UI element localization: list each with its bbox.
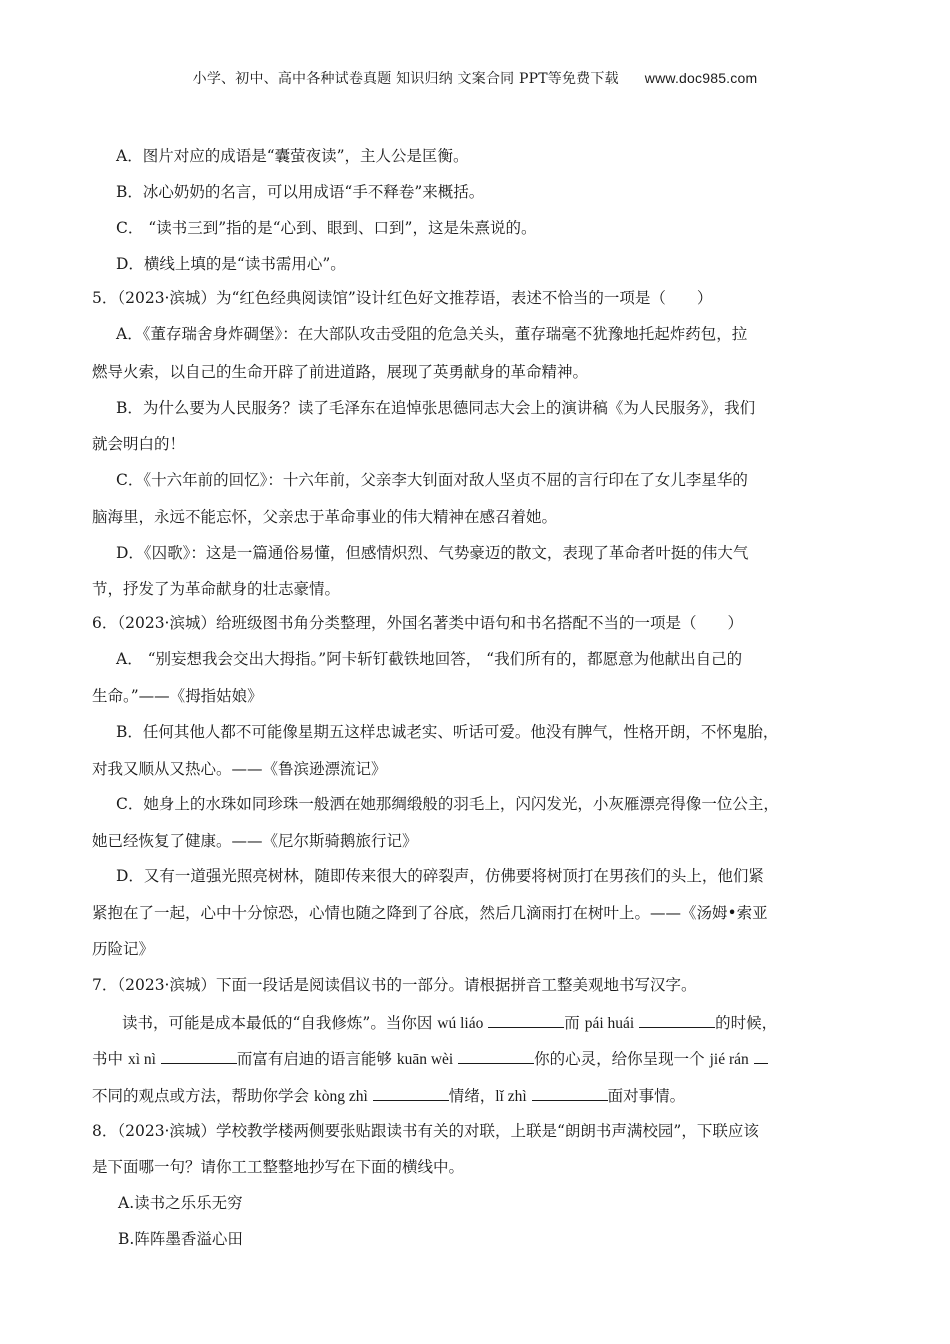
q7-stem: 7．（2023·滨城）下面一段话是阅读倡议书的一部分。请根据拼音工整美观地书写汉字。 <box>92 976 697 994</box>
q7-paragraph-line3 <box>92 1085 685 1107</box>
q7-text-2a: 书中 <box>92 1050 128 1068</box>
q7-pinyin-5: jié rán <box>709 1051 749 1068</box>
q6-option-c-line1: C．她身上的水珠如同珍珠一般洒在她那绸缎般的羽毛上，闪闪发光，小灰雁漂亮得像一位公主， <box>116 795 779 813</box>
q6-option-d-line2: 紧抱在了一起，心中十分惊恐，心情也随之降到了谷底，然后几滴雨打在树叶上。——《汤姆•索亚 <box>92 904 768 922</box>
q7-paragraph-line2 <box>92 1048 768 1070</box>
q7-text-2c: 你的心灵，给你呈现一个 <box>534 1050 710 1068</box>
header-site[interactable]: www.doc985.com <box>644 70 758 86</box>
q8-option-b: B.阵阵墨香溢心田 <box>118 1230 243 1248</box>
q6-option-a-line1: A． “别妄想我会交出大拇指。”阿卡斩钉截铁地回答， “我们所有的，都愿意为他献出自己的 <box>116 650 743 668</box>
q5-option-d-line1: D．《囚歌》：这是一篇通俗易懂，但感情炽烈、气势豪迈的散文，表现了革命者叶挺的伟大气 <box>116 544 749 562</box>
q7-blank-1[interactable] <box>488 1012 564 1028</box>
q5-option-d-line2: 节，抒发了为革命献身的壮志豪情。 <box>92 580 341 598</box>
q8-stem-line1: 8．（2023·滨城）学校教学楼两侧要张贴跟读书有关的对联，上联是“朗朗书声满校园”，下联应该 <box>92 1122 759 1140</box>
q4-option-d: D．横线上填的是“读书需用心”。 <box>116 255 346 273</box>
q7-pinyin-3: xì nì <box>127 1051 156 1068</box>
q7-blank-6[interactable] <box>373 1085 449 1101</box>
q6-option-d-line1: D．又有一道强光照亮树林，随即传来很大的碎裂声，仿佛要将树顶打在男孩们的头上，他们紧 <box>116 867 764 885</box>
q7-text-1b: 而 <box>564 1014 585 1032</box>
q7-blank-3[interactable] <box>161 1048 237 1064</box>
q7-pinyin-7: lǐ zhì <box>495 1088 527 1105</box>
q6-option-b-line2: 对我又顺从又热心。——《鲁滨逊漂流记》 <box>92 760 387 778</box>
q6-option-c-line2: 她已经恢复了健康。——《尼尔斯骑鹅旅行记》 <box>92 832 418 850</box>
q7-blank-5[interactable] <box>754 1048 768 1064</box>
page-header <box>0 68 950 88</box>
q4-option-c: C． “读书三到”指的是“心到、眼到、口到”，这是朱熹说的。 <box>116 219 537 237</box>
q7-pinyin-6: kòng zhì <box>313 1088 368 1105</box>
q5-option-c-line1: C．《十六年前的回忆》：十六年前，父亲李大钊面对敌人坚贞不屈的言行印在了女儿李星华的 <box>116 471 748 489</box>
header-text: 小学、初中、高中各种试卷真题 知识归纳 文案合同 PPT等免费下载 <box>192 71 619 87</box>
q7-text-1a: 读书，可能是成本最低的“自我修炼”。当你因 <box>122 1014 438 1032</box>
q5-stem: 5．（2023·滨城）为“红色经典阅读馆”设计红色好文推荐语，表述不恰当的一项是（ ） <box>92 289 713 307</box>
q7-paragraph-line1 <box>122 1012 777 1034</box>
q6-stem: 6．（2023·滨城）给班级图书角分类整理，外国名著类中语句和书名搭配不当的一项是（ ） <box>92 614 743 632</box>
q5-option-b-line1: B．为什么要为人民服务？读了毛泽东在追悼张思德同志大会上的演讲稿《为人民服务》，我们 <box>116 399 756 417</box>
q6-option-a-line2: 生命。”——《拇指姑娘》 <box>92 687 263 705</box>
q7-blank-4[interactable] <box>458 1048 534 1064</box>
q7-text-2b: 而富有启迪的语言能够 <box>236 1050 397 1068</box>
q5-option-a-text: A．《董存瑞舍身炸碉堡》：在大部队攻击受阻的危急关头，董存瑞毫不犹豫地托起炸药包，拉 <box>116 325 748 343</box>
q7-text-3c: 面对事情。 <box>607 1087 686 1105</box>
q7-blank-7[interactable] <box>532 1085 608 1101</box>
q8-option-a: A.读书之乐乐无穷 <box>118 1194 243 1212</box>
q5-option-b-line2: 就会明白的！ <box>92 435 186 453</box>
q5-option-c-line2: 脑海里，永远不能忘怀，父亲忠于革命事业的伟大精神在感召着她。 <box>92 508 558 526</box>
q5-option-a-line2: 燃导火索，以自己的生命开辟了前进道路，展现了英勇献身的革命精神。 <box>92 363 589 381</box>
q7-pinyin-4: kuān wèi <box>396 1051 454 1068</box>
q7-blank-2[interactable] <box>639 1012 715 1028</box>
q7-text-3a: 不同的观点或方法，帮助你学会 <box>92 1087 314 1105</box>
q4-option-b: B．冰心奶奶的名言，可以用成语“手不释卷”来概括。 <box>116 183 485 201</box>
q7-text-3b: 情绪， <box>448 1087 496 1105</box>
q6-option-d-line3: 历险记》 <box>92 940 155 958</box>
q5-option-a-line1 <box>116 324 848 344</box>
q7-pinyin-1: wú liáo <box>437 1015 484 1032</box>
q4-option-a: A．图片对应的成语是“囊萤夜读”，主人公是匡衡。 <box>116 147 469 165</box>
q8-stem-line2: 是下面哪一句？请你工工整整地抄写在下面的横线中。 <box>92 1158 465 1176</box>
q7-pinyin-2: pái huái <box>584 1015 635 1032</box>
q6-option-b-line1: B．任何其他人都不可能像星期五这样忠诚老实、听话可爱。他没有脾气，性格开朗，不怀鬼胎， <box>116 723 779 741</box>
q7-text-1c: 的时候， <box>715 1014 778 1032</box>
